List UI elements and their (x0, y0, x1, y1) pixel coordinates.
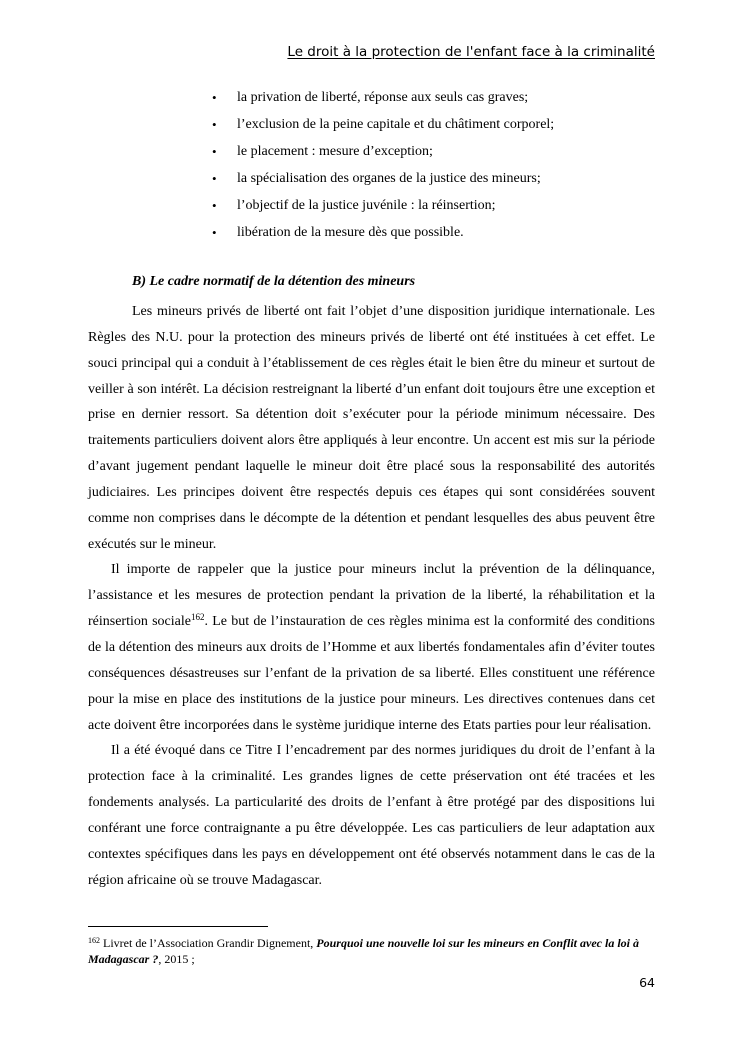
footnote-title: Pourquoi une nouvelle loi sur les mineurs en Conflit avec la loi à Madagascar ? (88, 936, 639, 966)
paragraph-2 (88, 557, 655, 738)
bullet-icon: • (212, 90, 217, 105)
running-header: Le droit à la protection de l'enfant face à la criminalité (287, 44, 655, 60)
footnote-text-before: Livret de l’Association Grandir Dignement, (100, 936, 317, 950)
list-item-text: l’exclusion de la peine capitale et du châtiment corporel; (237, 117, 555, 132)
footnote-separator (88, 926, 268, 927)
list-item (212, 88, 652, 115)
bullet-list (212, 88, 652, 250)
list-item-text: la privation de liberté, réponse aux seuls cas graves; (237, 90, 529, 105)
list-item (212, 169, 652, 196)
list-item-text: le placement : mesure d’exception; (237, 144, 433, 159)
footnote (88, 935, 658, 967)
paragraph-3: Il a été évoqué dans ce Titre I l’encadrement par des normes juridiques du droit de l’enfant à la protection face à la criminalité. Les grandes lignes de cette préservation ont été tracées et les fondements analysés. La particularité des droits de l’enfant à être protégé par des dispositions lui conférant une force contraignante a pu être développée. Les cas particuliers de leur adaptation aux contextes spécifiques dans les pays en développement ont été observés notamment dans le cas de la région africaine où se trouve Madagascar. (88, 743, 655, 888)
bullet-icon: • (212, 117, 217, 132)
list-item (212, 142, 652, 169)
page-number: 64 (639, 975, 655, 990)
bullet-icon: • (212, 144, 217, 159)
footnote-reference[interactable]: 162 (190, 612, 205, 623)
bullet-icon: • (212, 171, 217, 186)
list-item-text: libération de la mesure dès que possible. (237, 225, 464, 240)
list-item (212, 223, 652, 250)
paragraph-1: Les mineurs privés de liberté ont fait l’objet d’une disposition juridique internationale. Les Règles des N.U. pour la protection des mineurs privés de liberté ont été instituées à cet effet. Le souci principal qui a conduit à l’établissement de ces règles était le bien être du mineur et surtout de veiller à son intérêt. La décision restreignant la liberté d’un enfant doit toujours être une exception et prise en dernier ressort. Sa détention doit s’exécuter pour la période minimum nécessaire. Des traitements particuliers doivent alors être appliqués à leur encontre. Un accent est mis sur la période d’avant jugement pendant laquelle le mineur doit être placé sous la responsabilité des autorités judiciaires. Les principes doivent être respectés depuis ces étapes qui sont considérées souvent comme non comprises dans le décompte de la détention et pendant lesquelles des abus peuvent être exécutés sur le mineur. (88, 304, 655, 552)
footnote-number: 162 (88, 936, 100, 945)
bullet-icon: • (212, 225, 217, 240)
paragraph-2-part-b: . Le but de l’instauration de ces règles minima est la conformité des conditions de la détention des mineurs aux droits de l’Homme et aux libertés fondamentales afin d’éviter toutes conséquences désastreuses sur l’enfant de la privation de sa liberté. Elles constituent une référence pour la mise en place des institutions de la justice pour mineurs. Les directives contenues dans cet acte doivent être incorporées dans le système juridique interne des Etats parties pour leur réalisation. (88, 614, 655, 733)
list-item (212, 196, 652, 223)
list-item-text: la spécialisation des organes de la justice des mineurs; (237, 171, 541, 186)
footnote-text-after: , 2015 ; (158, 952, 195, 966)
list-item (212, 115, 652, 142)
section-heading: B) Le cadre normatif de la détention des mineurs (132, 274, 416, 289)
list-item-text: l’objectif de la justice juvénile : la réinsertion; (237, 198, 496, 213)
paragraph-2-part-a: Il importe de rappeler que la justice pour mineurs inclut la prévention de la délinquance, l’assistance et les mesures de protection pendant la privation de la liberté, la réhabilitation et la réinsertion sociale (88, 562, 655, 630)
bullet-icon: • (212, 198, 217, 213)
body-text (88, 299, 655, 893)
